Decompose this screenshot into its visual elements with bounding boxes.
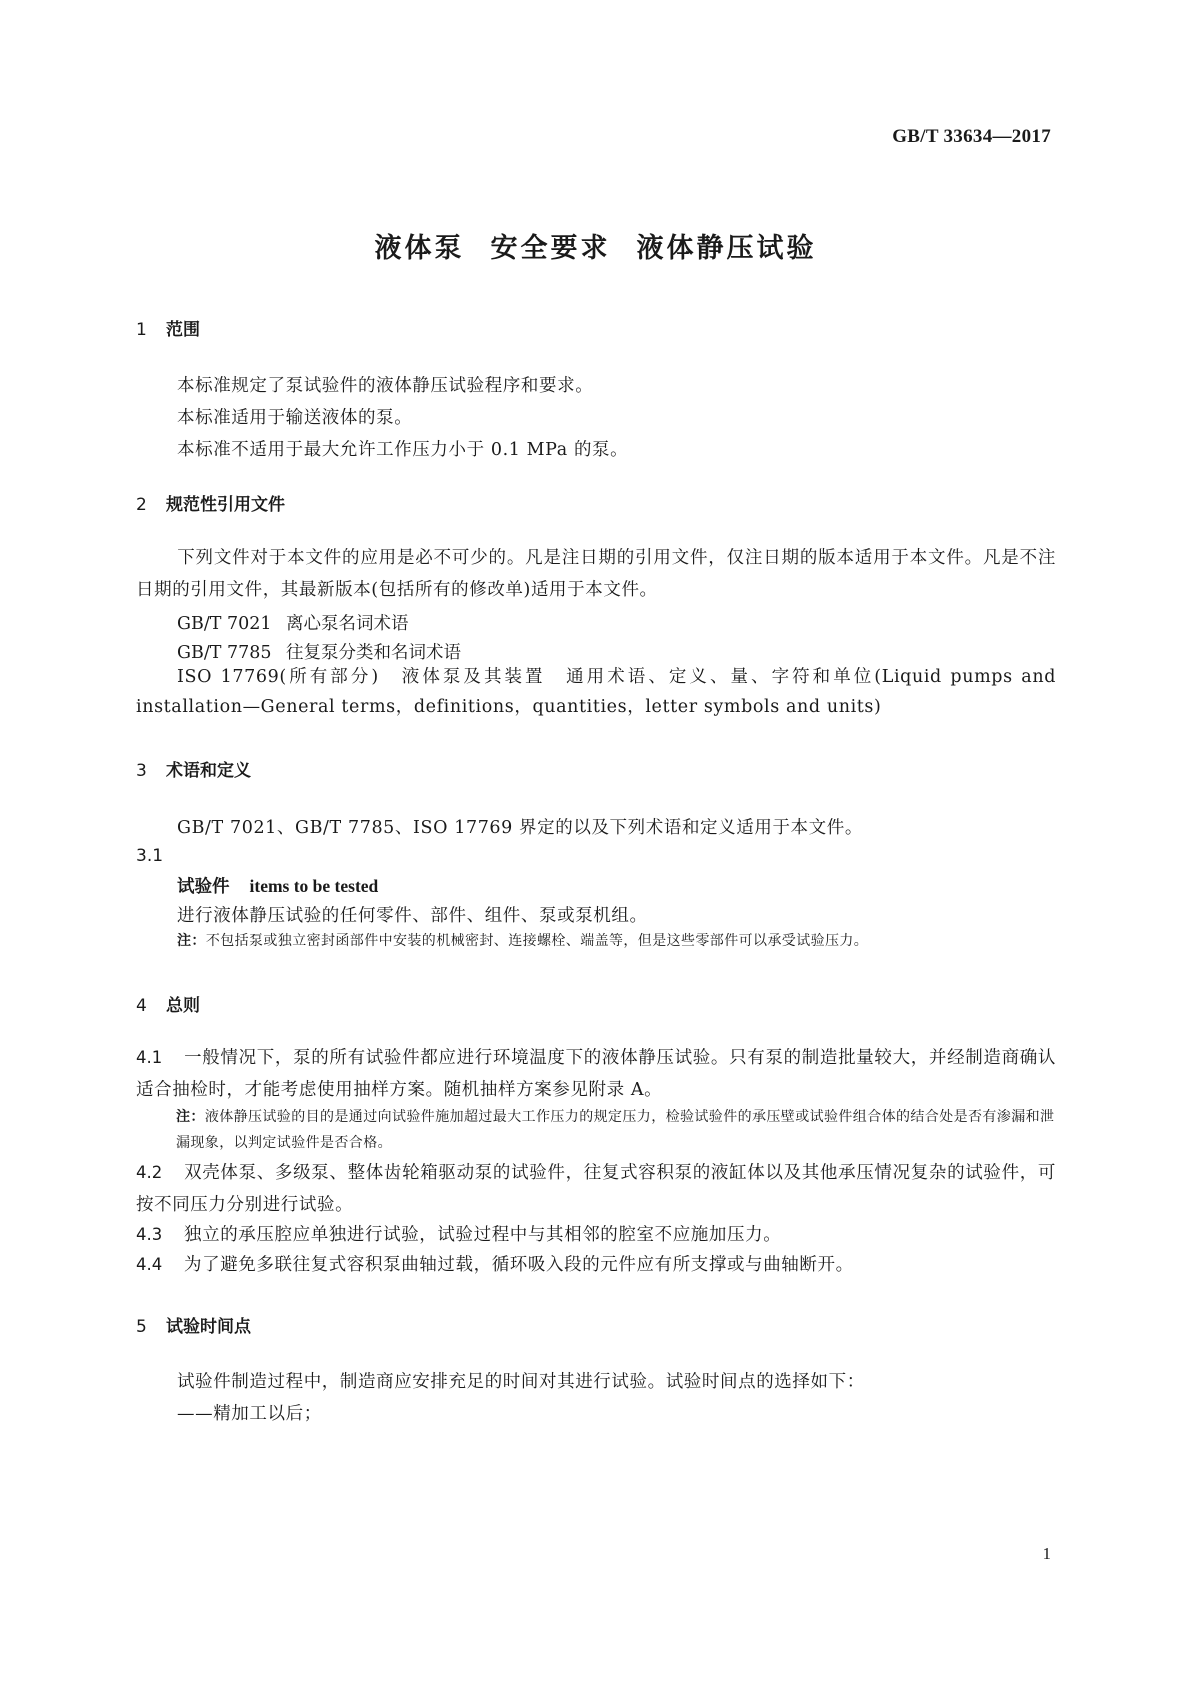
test-timing-list-item: ——精加工以后； bbox=[177, 1404, 322, 1424]
scope-paragraph-2: 本标准适用于输送液体的泵。 bbox=[177, 408, 413, 428]
reference-code: GB/T 7021 bbox=[177, 614, 272, 634]
clause-number: 4.4 bbox=[136, 1255, 163, 1274]
section-title: 总则 bbox=[166, 996, 200, 1016]
scope-paragraph-1: 本标准规定了泵试验件的液体静压试验程序和要求。 bbox=[177, 376, 594, 396]
note-text: 不包括泵或独立密封函部件中安装的机械密封、连接螺栓、端盖等，但是这些零部件可以承受试验压力。 bbox=[205, 933, 869, 949]
clause-4-3 bbox=[136, 1219, 1056, 1251]
reference-name: 离心泵名词术语 bbox=[286, 614, 409, 634]
term-number: 3.1 bbox=[136, 846, 164, 866]
section-number: 2 bbox=[136, 495, 147, 515]
clause-text: 双壳体泵、多级泵、整体齿轮箱驱动泵的试验件，往复式容积泵的液缸体以及其他承压情况复杂的试验件，可按不同压力分别进行试验。 bbox=[136, 1163, 1056, 1215]
scope-paragraph-3: 本标准不适用于最大允许工作压力小于 0.1 MPa 的泵。 bbox=[177, 440, 629, 460]
section-3-heading bbox=[136, 756, 251, 781]
page-number: 1 bbox=[1042, 1544, 1051, 1563]
clause-text: 为了避免多联往复式容积泵曲轴过载，循环吸入段的元件应有所支撑或与曲轴断开。 bbox=[184, 1255, 854, 1275]
terms-intro-paragraph: GB/T 7021、GB/T 7785、ISO 17769 界定的以及下列术语和定义适用于本文件。 bbox=[177, 818, 863, 838]
references-intro-text: 下列文件对于本文件的应用是必不可少的。凡是注日期的引用文件，仅注日期的版本适用于本文件。凡是不注日期的引用文件，其最新版本(包括所有的修改单)适用于本文件。 bbox=[136, 548, 1056, 600]
section-number: 1 bbox=[136, 320, 147, 340]
section-2-heading bbox=[136, 490, 285, 515]
section-5-heading bbox=[136, 1312, 251, 1337]
clause-number: 4.3 bbox=[136, 1225, 163, 1244]
reference-row bbox=[177, 610, 409, 635]
reference-name: 往复泵分类和名词术语 bbox=[286, 643, 461, 663]
section-title: 范围 bbox=[166, 320, 200, 340]
note-label: 注： bbox=[177, 933, 206, 949]
clause-text: 一般情况下，泵的所有试验件都应进行环境温度下的液体静压试验。只有泵的制造批量较大，并经制造商确认适合抽检时，才能考虑使用抽样方案。随机抽样方案参见附录 A。 bbox=[136, 1048, 1056, 1100]
term-chinese: 试验件 bbox=[177, 877, 230, 897]
title-part-3: 液体静压试验 bbox=[636, 233, 817, 264]
references-intro-paragraph bbox=[136, 542, 1056, 606]
section-number: 3 bbox=[136, 761, 147, 781]
reference-row bbox=[177, 639, 461, 664]
term-definition: 进行液体静压试验的任何零件、部件、组件、泵或泵机组。 bbox=[177, 906, 648, 926]
clause-number: 4.2 bbox=[136, 1163, 163, 1182]
clause-4-1-note bbox=[176, 1104, 1056, 1156]
section-number: 4 bbox=[136, 996, 147, 1016]
reference-code: GB/T 7785 bbox=[177, 643, 272, 663]
section-title: 规范性引用文件 bbox=[166, 495, 285, 515]
title-part-1: 液体泵 bbox=[374, 233, 465, 264]
term-note bbox=[177, 928, 1057, 954]
section-title: 术语和定义 bbox=[166, 761, 251, 781]
clause-4-4 bbox=[136, 1249, 1056, 1281]
clause-4-1 bbox=[136, 1042, 1056, 1106]
section-number: 5 bbox=[136, 1317, 147, 1337]
iso-reference-paragraph bbox=[136, 662, 1056, 722]
clause-number: 4.1 bbox=[136, 1048, 163, 1067]
section-title: 试验时间点 bbox=[166, 1317, 251, 1337]
title-part-2: 安全要求 bbox=[490, 233, 611, 264]
section-1-heading bbox=[136, 315, 200, 340]
clause-4-2 bbox=[136, 1157, 1056, 1221]
iso-reference-text: ISO 17769(所有部分) 液体泵及其装置 通用术语、定义、量、字符和单位(Liquid pumps and installation—General terms，definitions，quantities，letter symbols and units) bbox=[136, 667, 1056, 717]
term-english: items to be tested bbox=[249, 876, 379, 896]
clause-text: 独立的承压腔应单独进行试验，试验过程中与其相邻的腔室不应施加压力。 bbox=[184, 1225, 782, 1245]
test-timing-paragraph: 试验件制造过程中，制造商应安排充足的时间对其进行试验。试验时间点的选择如下： bbox=[177, 1372, 865, 1392]
note-label: 注： bbox=[176, 1109, 205, 1125]
note-text: 液体静压试验的目的是通过向试验件施加超过最大工作压力的规定压力，检验试验件的承压壁或试验件组合体的结合处是否有渗漏和泄漏现象，以判定试验件是否合格。 bbox=[176, 1109, 1055, 1151]
section-4-heading bbox=[136, 991, 200, 1016]
term-entry bbox=[177, 873, 378, 898]
standard-code: GB/T 33634—2017 bbox=[892, 126, 1051, 147]
document-title bbox=[0, 226, 1191, 265]
